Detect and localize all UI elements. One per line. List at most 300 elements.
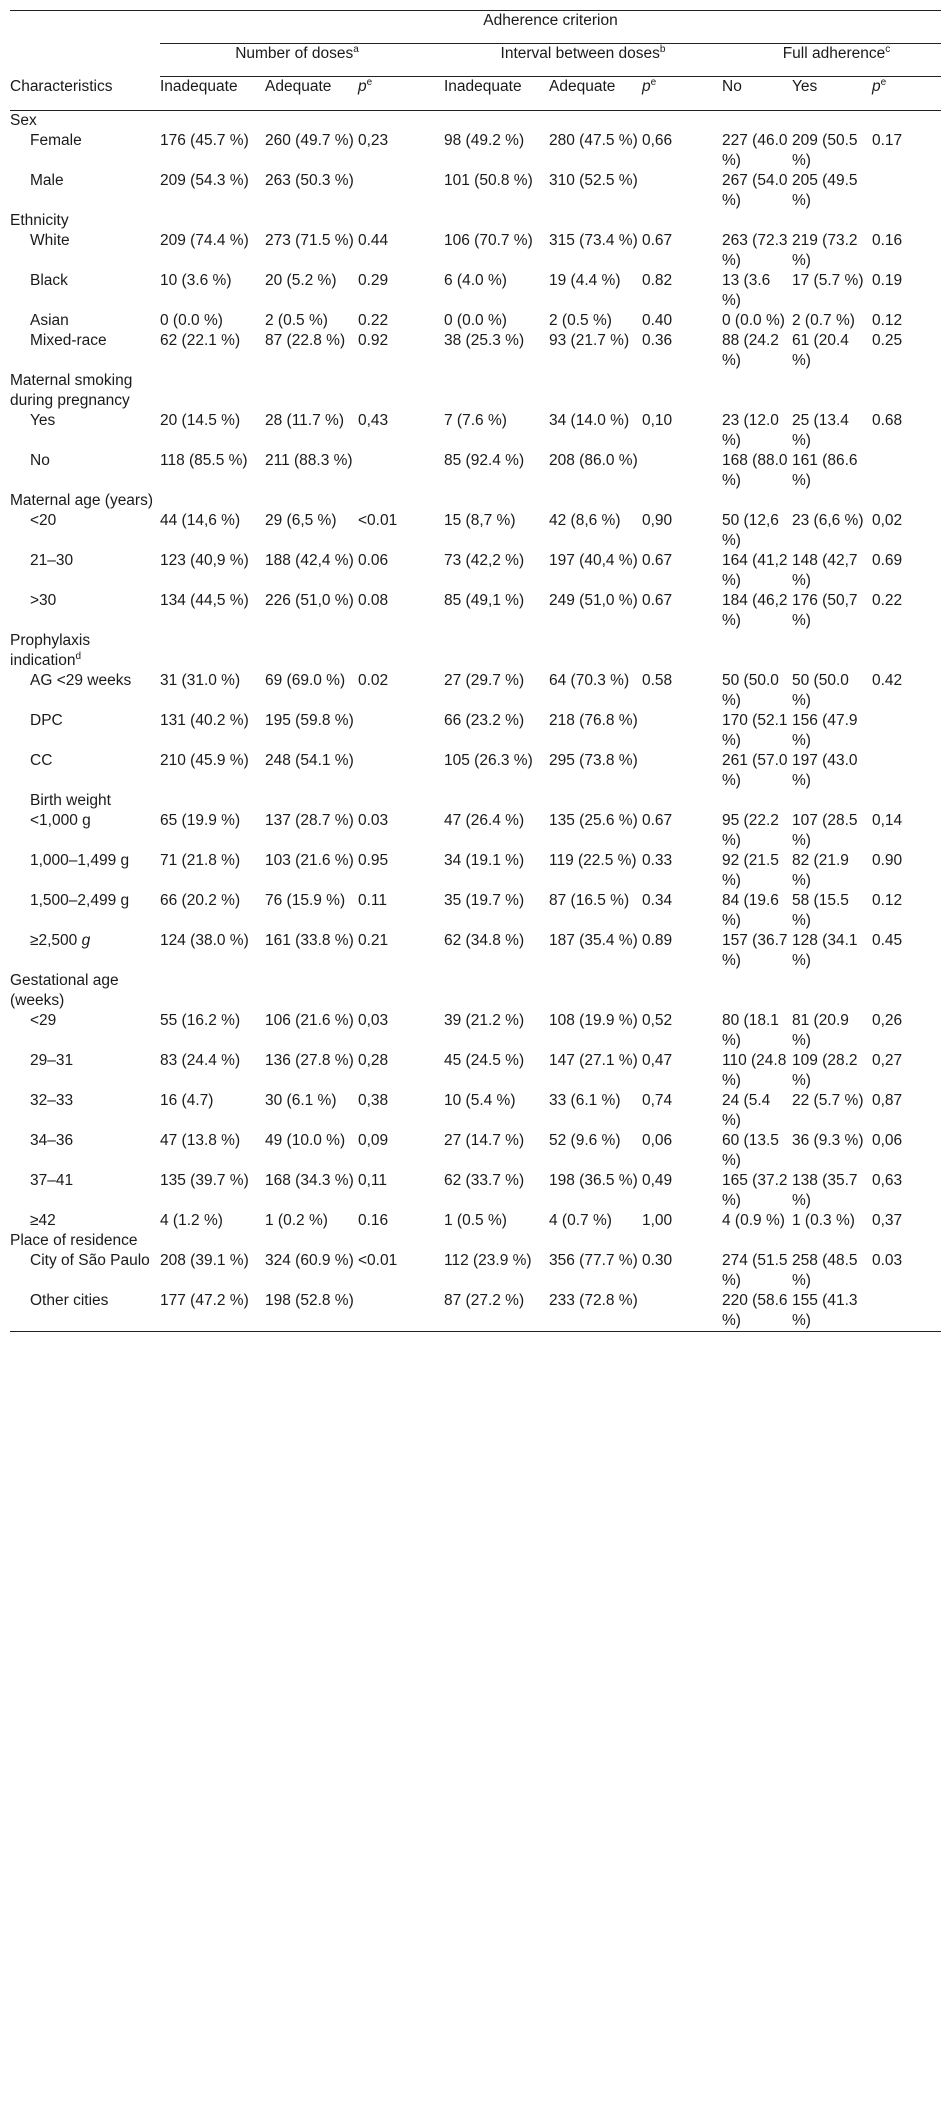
row-label: 21–30 bbox=[30, 552, 74, 569]
cell-interval-inadequate: 47 (26.4 %) bbox=[444, 812, 525, 829]
category-row bbox=[10, 1231, 941, 1251]
cell-full-no bbox=[722, 791, 792, 811]
cell-doses-inadequate: 16 (4.7) bbox=[160, 1092, 214, 1109]
table-row bbox=[10, 1291, 941, 1332]
category-row bbox=[10, 631, 941, 671]
cell-interval-inadequate: 1 (0.5 %) bbox=[444, 1212, 507, 1229]
table-row bbox=[10, 931, 941, 971]
cell-interval-inadequate: 10 (5.4 %) bbox=[444, 1092, 516, 1109]
cell-interval-p: 0,47 bbox=[642, 1052, 673, 1069]
cell-full-p bbox=[872, 171, 941, 211]
category-sex: Sex bbox=[10, 112, 37, 129]
group-label: Interval between doses bbox=[500, 45, 660, 62]
row-label: CC bbox=[30, 752, 53, 769]
row-label: City of São Paulo bbox=[30, 1252, 150, 1269]
cell-full-no: 60 (13.5 %) bbox=[722, 1132, 779, 1169]
col-p: $p^e$ bbox=[358, 77, 444, 111]
cell-doses-p bbox=[358, 751, 444, 791]
cell-interval-adequate: 108 (19.9 %) bbox=[549, 1012, 638, 1029]
adherence-criterion-heading: Adherence criterion bbox=[160, 11, 941, 44]
category-row bbox=[10, 491, 941, 511]
cell-full-no: 220 (58.6 %) bbox=[722, 1292, 788, 1329]
table-row bbox=[10, 331, 941, 371]
cell-interval-inadequate: 85 (92.4 %) bbox=[444, 452, 525, 469]
cell-interval-p: 0.30 bbox=[642, 1252, 673, 1269]
adherence-table bbox=[10, 10, 941, 1332]
cell-doses-adequate: 69 (69.0 %) bbox=[265, 672, 346, 689]
cell-full-yes: 155 (41.3 %) bbox=[792, 1292, 858, 1329]
cell-doses-inadequate: 66 (20.2 %) bbox=[160, 892, 241, 909]
group-interval-between-doses bbox=[444, 44, 722, 77]
cell-interval-inadequate: 0 (0.0 %) bbox=[444, 312, 507, 329]
cell-doses-inadequate: 124 (38.0 %) bbox=[160, 932, 249, 949]
table-row bbox=[10, 1211, 941, 1231]
cell-full-yes: 1 (0.3 %) bbox=[792, 1212, 855, 1229]
cell-full-yes: 22 (5.7 %) bbox=[792, 1092, 864, 1109]
cell-doses-p: 0,03 bbox=[358, 1012, 389, 1029]
cell-interval-adequate: 187 (35.4 %) bbox=[549, 932, 638, 949]
cell-doses-p bbox=[358, 1291, 444, 1332]
group-number-of-doses bbox=[160, 44, 444, 77]
cell-interval-inadequate: 6 (4.0 %) bbox=[444, 272, 507, 289]
cell-interval-p bbox=[642, 791, 722, 811]
cell-interval-p: 0,06 bbox=[642, 1132, 673, 1149]
cell-interval-adequate: 147 (27.1 %) bbox=[549, 1052, 638, 1069]
cell-doses-inadequate: 118 (85.5 %) bbox=[160, 452, 248, 469]
cell-full-p: 0,14 bbox=[872, 812, 903, 829]
cell-interval-adequate: 280 (47.5 %) bbox=[549, 132, 638, 149]
cell-full-yes: 197 (43.0 %) bbox=[792, 752, 858, 789]
row-label: Birth weight bbox=[30, 792, 111, 809]
cell-full-yes: 58 (15.5 %) bbox=[792, 892, 849, 929]
cell-interval-adequate: 315 (73.4 %) bbox=[549, 232, 638, 249]
cell-interval-adequate: 52 (9.6 %) bbox=[549, 1132, 621, 1149]
table-row bbox=[10, 511, 941, 551]
cell-doses-inadequate: 208 (39.1 %) bbox=[160, 1252, 249, 1269]
cell-full-yes: 156 (47.9 %) bbox=[792, 712, 858, 749]
row-label: Asian bbox=[30, 312, 69, 329]
table-row bbox=[10, 131, 941, 171]
table-row bbox=[10, 591, 941, 631]
cell-interval-adequate: 249 (51,0 %) bbox=[549, 592, 638, 609]
row-label: ≥42 bbox=[30, 1212, 56, 1229]
cell-doses-inadequate bbox=[160, 791, 265, 811]
footnote-mark: d bbox=[75, 650, 82, 662]
cell-full-no: 170 (52.1 %) bbox=[722, 712, 788, 749]
cell-interval-adequate: 119 (22.5 %) bbox=[549, 852, 637, 869]
table-row bbox=[10, 751, 941, 791]
cell-doses-adequate: 87 (22.8 %) bbox=[265, 332, 346, 349]
cell-full-yes: 36 (9.3 %) bbox=[792, 1132, 864, 1149]
cell-interval-p: 0,90 bbox=[642, 512, 673, 529]
cell-doses-inadequate: 47 (13.8 %) bbox=[160, 1132, 241, 1149]
cell-doses-adequate: 195 (59.8 %) bbox=[265, 712, 354, 729]
cell-full-p: 0.12 bbox=[872, 892, 903, 909]
cell-doses-p: <0.01 bbox=[358, 512, 398, 529]
cell-full-yes: 258 (48.5 %) bbox=[792, 1252, 858, 1289]
table-row bbox=[10, 1251, 941, 1291]
cell-full-no: 274 (51.5 %) bbox=[722, 1252, 788, 1289]
cell-full-no: 227 (46.0 %) bbox=[722, 132, 788, 169]
cell-full-yes: 148 (42,7 %) bbox=[792, 552, 858, 589]
cell-interval-inadequate: 106 (70.7 %) bbox=[444, 232, 533, 249]
cell-doses-inadequate: 131 (40.2 %) bbox=[160, 712, 249, 729]
row-label: <20 bbox=[30, 512, 57, 529]
col-no: No bbox=[722, 77, 792, 111]
cell-doses-p: 0.95 bbox=[358, 852, 389, 869]
cell-doses-adequate: 137 (28.7 %) bbox=[265, 812, 354, 829]
cell-doses-p: 0,23 bbox=[358, 132, 389, 149]
cell-interval-p: 0.58 bbox=[642, 672, 673, 689]
cell-doses-adequate: 2 (0.5 %) bbox=[265, 312, 328, 329]
table-row bbox=[10, 811, 941, 851]
footnote-mark: a bbox=[353, 43, 359, 55]
cell-interval-adequate: 93 (21.7 %) bbox=[549, 332, 630, 349]
cell-doses-p: 0.03 bbox=[358, 812, 389, 829]
row-label: 32–33 bbox=[30, 1092, 74, 1109]
cell-doses-p: 0.06 bbox=[358, 552, 389, 569]
category-smoking: Maternal smoking during pregnancy bbox=[10, 372, 133, 409]
cell-full-yes: 81 (20.9 %) bbox=[792, 1012, 849, 1049]
cell-doses-p: <0.01 bbox=[358, 1252, 398, 1269]
category-row bbox=[10, 211, 941, 231]
cell-full-no: 110 (24.8 %) bbox=[722, 1052, 787, 1089]
table-row bbox=[10, 1131, 941, 1171]
cell-full-yes: 161 (86.6 %) bbox=[792, 452, 858, 489]
cell-doses-adequate: 211 (88.3 %) bbox=[265, 452, 353, 469]
cell-doses-adequate: 30 (6.1 %) bbox=[265, 1092, 337, 1109]
footnote-mark: c bbox=[885, 43, 891, 55]
cell-doses-adequate: 103 (21.6 %) bbox=[265, 852, 354, 869]
cell-doses-inadequate: 31 (31.0 %) bbox=[160, 672, 241, 689]
cell-doses-p: 0,11 bbox=[358, 1172, 388, 1189]
col-yes: Yes bbox=[792, 77, 872, 111]
cell-interval-adequate bbox=[549, 791, 642, 811]
cell-full-no: 23 (12.0 %) bbox=[722, 412, 779, 449]
cell-interval-p bbox=[642, 751, 722, 791]
cell-interval-adequate: 198 (36.5 %) bbox=[549, 1172, 638, 1189]
row-label: Yes bbox=[30, 412, 56, 429]
cell-interval-inadequate: 105 (26.3 %) bbox=[444, 752, 533, 769]
cell-interval-p: 0,49 bbox=[642, 1172, 673, 1189]
category-row bbox=[10, 971, 941, 1011]
cell-interval-adequate: 208 (86.0 %) bbox=[549, 452, 638, 469]
cell-doses-adequate: 260 (49.7 %) bbox=[265, 132, 354, 149]
cell-full-p: 0.68 bbox=[872, 412, 903, 429]
cell-full-no: 184 (46,2 %) bbox=[722, 592, 788, 629]
cell-interval-inadequate: 62 (34.8 %) bbox=[444, 932, 525, 949]
characteristics-heading: Characteristics bbox=[10, 77, 160, 111]
cell-full-p: 0.45 bbox=[872, 932, 903, 949]
row-label: Female bbox=[30, 132, 82, 149]
footnote-mark: b bbox=[659, 43, 666, 55]
table-row bbox=[10, 451, 941, 491]
row-label: <29 bbox=[30, 1012, 57, 1029]
cell-interval-p: 0,66 bbox=[642, 132, 673, 149]
cell-doses-p: 0.29 bbox=[358, 272, 389, 289]
cell-full-no: 0 (0.0 %) bbox=[722, 312, 785, 329]
cell-full-yes: 25 (13.4 %) bbox=[792, 412, 849, 449]
cell-doses-adequate: 136 (27.8 %) bbox=[265, 1052, 354, 1069]
row-label: Mixed-race bbox=[30, 332, 107, 349]
cell-doses-inadequate: 83 (24.4 %) bbox=[160, 1052, 241, 1069]
cell-interval-p: 0,74 bbox=[642, 1092, 673, 1109]
cell-full-p bbox=[872, 751, 941, 791]
cell-interval-inadequate: 38 (25.3 %) bbox=[444, 332, 525, 349]
cell-full-no: 168 (88.0 %) bbox=[722, 452, 788, 489]
row-label: 29–31 bbox=[30, 1052, 74, 1069]
cell-interval-p bbox=[642, 1291, 722, 1332]
cell-doses-adequate: 188 (42,4 %) bbox=[265, 552, 354, 569]
cell-full-p: 0.22 bbox=[872, 592, 903, 609]
cell-doses-p: 0.92 bbox=[358, 332, 389, 349]
cell-full-no: 80 (18.1 %) bbox=[722, 1012, 779, 1049]
cell-interval-p: 0,52 bbox=[642, 1012, 673, 1029]
cell-full-p: 0,02 bbox=[872, 512, 903, 529]
cell-full-yes: 109 (28.2 %) bbox=[792, 1052, 858, 1089]
cell-doses-adequate: 29 (6,5 %) bbox=[265, 512, 337, 529]
group-label: Number of doses bbox=[235, 45, 354, 62]
cell-doses-p bbox=[358, 171, 444, 211]
group-label: Full adherence bbox=[782, 45, 886, 62]
cell-full-no: 50 (50.0 %) bbox=[722, 672, 779, 709]
group-full-adherence bbox=[722, 44, 941, 77]
cell-full-no: 88 (24.2 %) bbox=[722, 332, 779, 369]
cell-doses-p bbox=[358, 451, 444, 491]
cell-interval-adequate: 295 (73.8 %) bbox=[549, 752, 638, 769]
cell-full-no: 165 (37.2 %) bbox=[722, 1172, 788, 1209]
cell-full-p bbox=[872, 711, 941, 751]
cell-interval-adequate: 356 (77.7 %) bbox=[549, 1252, 638, 1269]
col-p: $p^e$ bbox=[872, 77, 941, 111]
table-row bbox=[10, 671, 941, 711]
cell-doses-inadequate: 176 (45.7 %) bbox=[160, 132, 249, 149]
cell-interval-p: 0.40 bbox=[642, 312, 673, 329]
cell-doses-inadequate: 210 (45.9 %) bbox=[160, 752, 249, 769]
table-row bbox=[10, 851, 941, 891]
row-label: <1,000 g bbox=[30, 812, 91, 829]
col-adequate: Adequate bbox=[265, 77, 358, 111]
cell-full-p: 0,37 bbox=[872, 1212, 903, 1229]
cell-full-p: 0.42 bbox=[872, 672, 903, 689]
cell-full-p: 0.17 bbox=[872, 132, 903, 149]
cell-full-no: 92 (21.5 %) bbox=[722, 852, 779, 889]
cell-interval-p: 0,10 bbox=[642, 412, 673, 429]
row-label: AG <29 weeks bbox=[30, 672, 132, 689]
cell-interval-inadequate: 39 (21.2 %) bbox=[444, 1012, 525, 1029]
cell-interval-adequate: 64 (70.3 %) bbox=[549, 672, 630, 689]
cell-interval-adequate: 218 (76.8 %) bbox=[549, 712, 638, 729]
cell-doses-inadequate: 135 (39.7 %) bbox=[160, 1172, 249, 1189]
cell-doses-adequate: 198 (52.8 %) bbox=[265, 1292, 354, 1309]
cell-doses-inadequate: 44 (14,6 %) bbox=[160, 512, 241, 529]
cell-full-yes: 17 (5.7 %) bbox=[792, 272, 864, 289]
cell-doses-inadequate: 0 (0.0 %) bbox=[160, 312, 223, 329]
cell-doses-adequate: 273 (71.5 %) bbox=[265, 232, 354, 249]
table-row bbox=[10, 1091, 941, 1131]
cell-doses-inadequate: 177 (47.2 %) bbox=[160, 1292, 249, 1309]
cell-interval-inadequate: 34 (19.1 %) bbox=[444, 852, 525, 869]
cell-interval-p: 0.36 bbox=[642, 332, 673, 349]
cell-doses-adequate: 28 (11.7 %) bbox=[265, 412, 344, 429]
cell-doses-inadequate: 65 (19.9 %) bbox=[160, 812, 241, 829]
row-label: 37–41 bbox=[30, 1172, 74, 1189]
row-label: White bbox=[30, 232, 70, 249]
cell-interval-inadequate: 101 (50.8 %) bbox=[444, 172, 533, 189]
row-label: Other cities bbox=[30, 1292, 109, 1309]
cell-doses-inadequate: 4 (1.2 %) bbox=[160, 1212, 223, 1229]
cell-doses-inadequate: 20 (14.5 %) bbox=[160, 412, 241, 429]
table-row bbox=[10, 1051, 941, 1091]
category-maternal-age: Maternal age (years) bbox=[10, 492, 154, 509]
cell-doses-p: 0,28 bbox=[358, 1052, 389, 1069]
cell-full-no: 24 (5.4 %) bbox=[722, 1092, 771, 1129]
cell-interval-p bbox=[642, 451, 722, 491]
cell-full-p: 0,63 bbox=[872, 1172, 903, 1189]
cell-full-p: 0,87 bbox=[872, 1092, 903, 1109]
cell-interval-inadequate: 45 (24.5 %) bbox=[444, 1052, 525, 1069]
cell-doses-adequate: 76 (15.9 %) bbox=[265, 892, 346, 909]
cell-doses-adequate: 248 (54.1 %) bbox=[265, 752, 354, 769]
cell-full-no: 164 (41,2 %) bbox=[722, 552, 788, 589]
cell-interval-p: 0.33 bbox=[642, 852, 673, 869]
cell-interval-adequate: 310 (52.5 %) bbox=[549, 172, 638, 189]
cell-full-yes: 50 (50.0 %) bbox=[792, 672, 849, 709]
cell-full-yes: 82 (21.9 %) bbox=[792, 852, 849, 889]
cell-doses-p: 0.08 bbox=[358, 592, 389, 609]
row-label: Male bbox=[30, 172, 64, 189]
col-inadequate: Inadequate bbox=[160, 77, 265, 111]
cell-interval-p: 0.67 bbox=[642, 552, 673, 569]
cell-full-p: 0,27 bbox=[872, 1052, 903, 1069]
row-label: Black bbox=[30, 272, 68, 289]
cell-full-no: 95 (22.2 %) bbox=[722, 812, 779, 849]
cell-interval-p: 1,00 bbox=[642, 1212, 673, 1229]
table-row bbox=[10, 1011, 941, 1051]
cell-interval-p bbox=[642, 171, 722, 211]
table-row bbox=[10, 271, 941, 311]
cell-interval-inadequate: 85 (49,1 %) bbox=[444, 592, 525, 609]
category-row bbox=[10, 111, 941, 132]
row-label: 1,500–2,499 g bbox=[30, 892, 130, 909]
cell-interval-inadequate: 35 (19.7 %) bbox=[444, 892, 525, 909]
cell-full-no: 263 (72.3 %) bbox=[722, 232, 788, 269]
cell-doses-p: 0,43 bbox=[358, 412, 389, 429]
cell-interval-adequate: 19 (4.4 %) bbox=[549, 272, 621, 289]
cell-doses-inadequate: 209 (74.4 %) bbox=[160, 232, 249, 249]
col-inadequate: Inadequate bbox=[444, 77, 549, 111]
cell-full-yes: 128 (34.1 %) bbox=[792, 932, 858, 969]
cell-interval-p: 0.34 bbox=[642, 892, 673, 909]
row-label: No bbox=[30, 452, 50, 469]
cell-full-p bbox=[872, 791, 941, 811]
cell-full-yes: 176 (50,7 %) bbox=[792, 592, 858, 629]
cell-full-no: 50 (12,6 %) bbox=[722, 512, 779, 549]
cell-interval-adequate: 4 (0.7 %) bbox=[549, 1212, 612, 1229]
cell-interval-p: 0.89 bbox=[642, 932, 673, 949]
cell-interval-adequate: 135 (25.6 %) bbox=[549, 812, 638, 829]
cell-doses-p bbox=[358, 711, 444, 751]
cell-doses-adequate: 168 (34.3 %) bbox=[265, 1172, 354, 1189]
table-row bbox=[10, 171, 941, 211]
cell-full-yes bbox=[792, 791, 872, 811]
cell-doses-inadequate: 62 (22.1 %) bbox=[160, 332, 241, 349]
category-row bbox=[10, 371, 941, 411]
header-row-criterion bbox=[10, 11, 941, 44]
row-label: DPC bbox=[30, 712, 63, 729]
col-adequate: Adequate bbox=[549, 77, 642, 111]
cell-interval-inadequate: 27 (29.7 %) bbox=[444, 672, 525, 689]
cell-interval-adequate: 34 (14.0 %) bbox=[549, 412, 630, 429]
cell-full-p: 0.16 bbox=[872, 232, 903, 249]
cell-full-yes: 219 (73.2 %) bbox=[792, 232, 858, 269]
row-label: ≥2,500 g bbox=[30, 932, 91, 949]
cell-doses-p: 0,38 bbox=[358, 1092, 389, 1109]
col-p: $p^e$ bbox=[642, 77, 722, 111]
cell-interval-inadequate: 27 (14.7 %) bbox=[444, 1132, 525, 1149]
table-row bbox=[10, 791, 941, 811]
cell-doses-inadequate: 10 (3.6 %) bbox=[160, 272, 232, 289]
cell-doses-adequate: 161 (33.8 %) bbox=[265, 932, 354, 949]
cell-doses-p: 0.22 bbox=[358, 312, 389, 329]
cell-doses-adequate: 49 (10.0 %) bbox=[265, 1132, 346, 1149]
cell-full-p: 0,26 bbox=[872, 1012, 903, 1029]
cell-full-p: 0.03 bbox=[872, 1252, 903, 1269]
header-row-groups bbox=[10, 44, 941, 77]
table-row bbox=[10, 1171, 941, 1211]
cell-full-p bbox=[872, 1291, 941, 1332]
category-prophylaxis: Prophylaxis indication$^d$ bbox=[10, 632, 91, 669]
cell-doses-p: 0.11 bbox=[358, 892, 388, 909]
cell-interval-p bbox=[642, 711, 722, 751]
header-row-columns bbox=[10, 77, 941, 111]
cell-full-no: 261 (57.0 %) bbox=[722, 752, 788, 789]
cell-interval-p: 0.82 bbox=[642, 272, 673, 289]
cell-interval-inadequate: 112 (23.9 %) bbox=[444, 1252, 532, 1269]
cell-interval-adequate: 87 (16.5 %) bbox=[549, 892, 630, 909]
category-gestational-age: Gestational age (weeks) bbox=[10, 972, 119, 1009]
cell-full-yes: 107 (28.5 %) bbox=[792, 812, 858, 849]
cell-doses-p bbox=[358, 791, 444, 811]
cell-interval-p: 0.67 bbox=[642, 592, 673, 609]
cell-interval-inadequate: 15 (8,7 %) bbox=[444, 512, 516, 529]
cell-full-yes: 2 (0.7 %) bbox=[792, 312, 855, 329]
cell-interval-adequate: 2 (0.5 %) bbox=[549, 312, 612, 329]
cell-interval-inadequate bbox=[444, 791, 549, 811]
cell-full-no: 13 (3.6 %) bbox=[722, 272, 771, 309]
cell-doses-inadequate: 55 (16.2 %) bbox=[160, 1012, 241, 1029]
row-label: >30 bbox=[30, 592, 57, 609]
cell-doses-inadequate: 123 (40,9 %) bbox=[160, 552, 249, 569]
cell-full-p: 0,06 bbox=[872, 1132, 903, 1149]
cell-full-no: 84 (19.6 %) bbox=[722, 892, 779, 929]
cell-interval-adequate: 197 (40,4 %) bbox=[549, 552, 638, 569]
cell-interval-adequate: 33 (6.1 %) bbox=[549, 1092, 621, 1109]
cell-doses-inadequate: 71 (21.8 %) bbox=[160, 852, 241, 869]
cell-full-p: 0.90 bbox=[872, 852, 903, 869]
cell-interval-p: 0.67 bbox=[642, 812, 673, 829]
table-row bbox=[10, 411, 941, 451]
cell-full-yes: 23 (6,6 %) bbox=[792, 512, 864, 529]
cell-doses-p: 0.44 bbox=[358, 232, 389, 249]
cell-full-yes: 138 (35.7 %) bbox=[792, 1172, 858, 1209]
cell-doses-inadequate: 134 (44,5 %) bbox=[160, 592, 249, 609]
category-residence: Place of residence bbox=[10, 1232, 138, 1249]
cell-interval-inadequate: 87 (27.2 %) bbox=[444, 1292, 525, 1309]
cell-full-yes: 205 (49.5 %) bbox=[792, 172, 858, 209]
table-row bbox=[10, 551, 941, 591]
cell-interval-inadequate: 62 (33.7 %) bbox=[444, 1172, 525, 1189]
